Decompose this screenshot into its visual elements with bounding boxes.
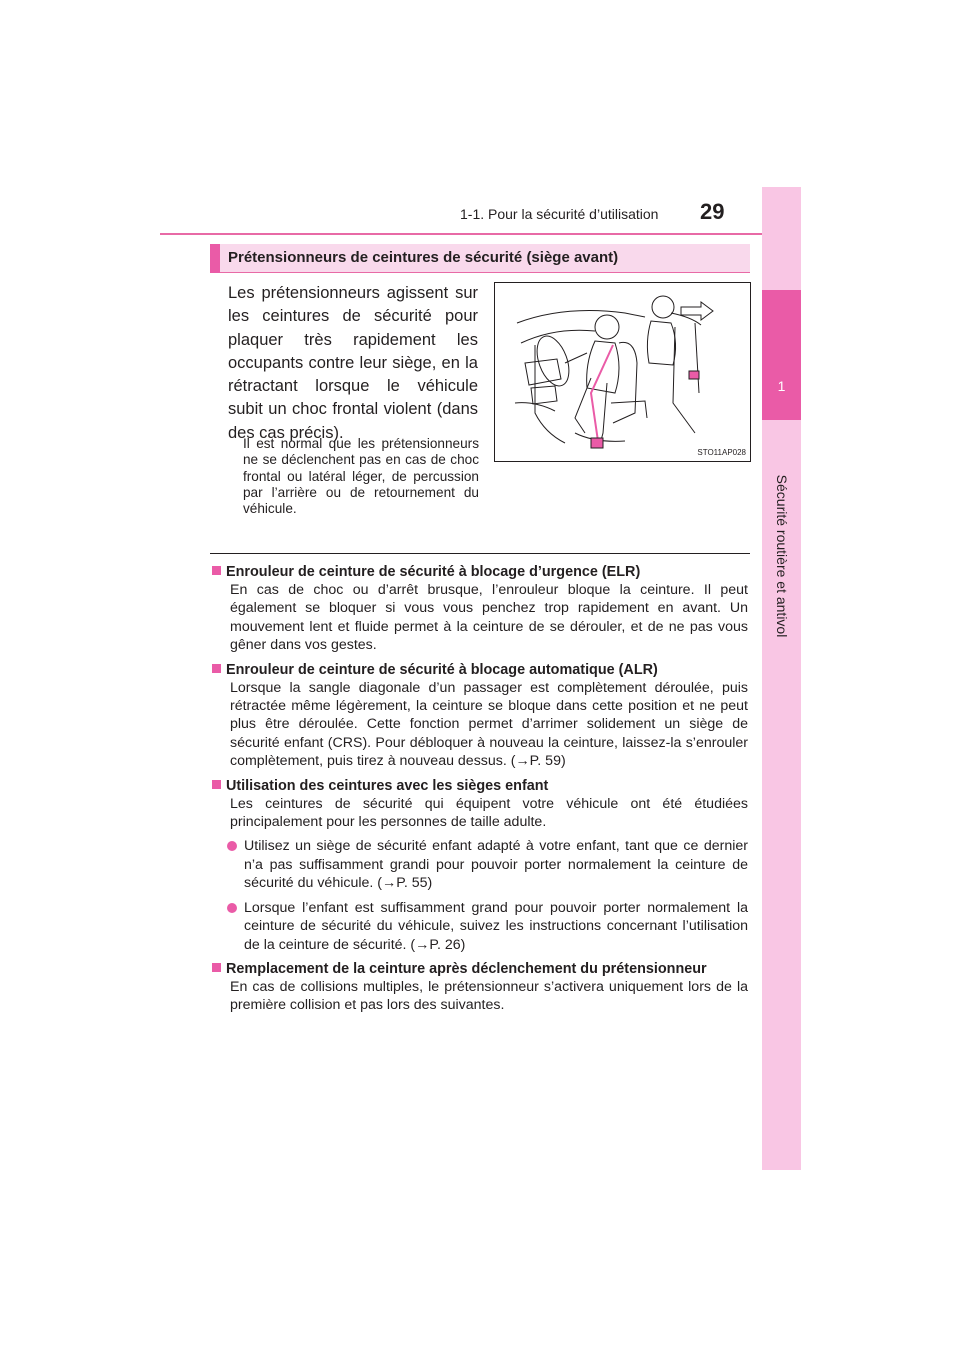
info-item-replacement [212,960,748,1015]
square-bullet-icon [212,566,221,575]
round-bullet-icon [227,903,237,913]
section-title: Prétensionneurs de ceintures de sécurité (siège avant) [228,249,619,266]
info-item-alr [212,661,748,771]
square-bullet-icon [212,664,221,673]
info-item-elr [212,563,748,655]
item-title: Utilisation des ceintures avec les sièges enfant [226,777,549,794]
info-item-child-seats [212,777,748,954]
item-title: Enrouleur de ceinture de sécurité à blocage automatique (ALR) [226,661,658,678]
chapter-number: 1 [777,378,786,394]
square-bullet-icon [212,780,221,789]
page-number: 29 [700,199,725,224]
bullet-item: Lorsque l’enfant est suffisamment grand pour pouvoir porter normalement la ceinture de sécurité du véhicule, suivez les instructions concernant l’utilisation de la ceinture de sécurité. (→P. 26) [212,899,748,954]
pretensioner-illustration [494,282,751,462]
bullet-item: Utilisez un siège de sécurité enfant adapté à votre enfant, tant que ce dernier n’a pas suffisamment grandi pour pouvoir porter normalement la ceinture de sécurité du véhicule. (→P. 55) [212,837,748,892]
running-header: 1-1. Pour la sécurité d’utilisation [460,206,659,222]
info-items [212,563,748,1015]
item-title: Remplacement de la ceinture après déclenchement du prétensionneur [226,960,707,977]
item-body: Les ceintures de sécurité qui équipent votre véhicule ont été étudiées principalement pour les personnes de taille adulte. [230,795,748,831]
item-body: Lorsque la sangle diagonale d’un passager est complètement déroulée, puis rétractée même légèrement, la ceinture se bloque dans cette position et ne peut plus être déroulée. Cette fonction permet d’arrimer solidement un siège de sécurité enfant (CRS). Pour débloquer à nouveau la ceinture, laissez-la s’enrouler complètement, puis tirez à nouveau dessus. (→P. 59) [230,679,748,770]
chapter-number-tab [762,290,801,420]
intro-note: Il est normal que les prétensionneurs ne se déclenchent pas en cas de choc frontal ou latéral léger, de percussion par l’arrière ou de retournement du véhicule. [243,436,479,517]
figure-code: STO11AP028 [697,448,746,457]
item-body: En cas de collisions multiples, le prétensionneur s’activera uniquement lors de la première collision et pas lors des suivantes. [230,978,748,1014]
item-body: En cas de choc ou d’arrêt brusque, l’enrouleur bloque la ceinture. Il peut également se bloquer si vous vous penchez trop rapidement en avant. Un mouvement lent et fluide permet à la ceinture de se dérouler, et de ne pas vous gêner dans vos gestes. [230,582,748,654]
round-bullet-icon [227,841,237,851]
car-interior-drawing [495,283,750,461]
item-title: Enrouleur de ceinture de sécurité à blocage d’urgence (ELR) [226,564,641,580]
section-separator [210,553,750,554]
chapter-title-vertical: Sécurité routière et antivol [774,474,790,638]
section-header-accent [210,244,220,273]
square-bullet-icon [212,963,221,972]
header-rule [160,233,800,235]
intro-paragraph: Les prétensionneurs agissent sur les ceintures de sécurité pour plaquer très rapidement les occupants contre leur siège, en la rétractant lorsque le véhicule subit un choc frontal violent (dans des cas précis). [228,284,478,442]
